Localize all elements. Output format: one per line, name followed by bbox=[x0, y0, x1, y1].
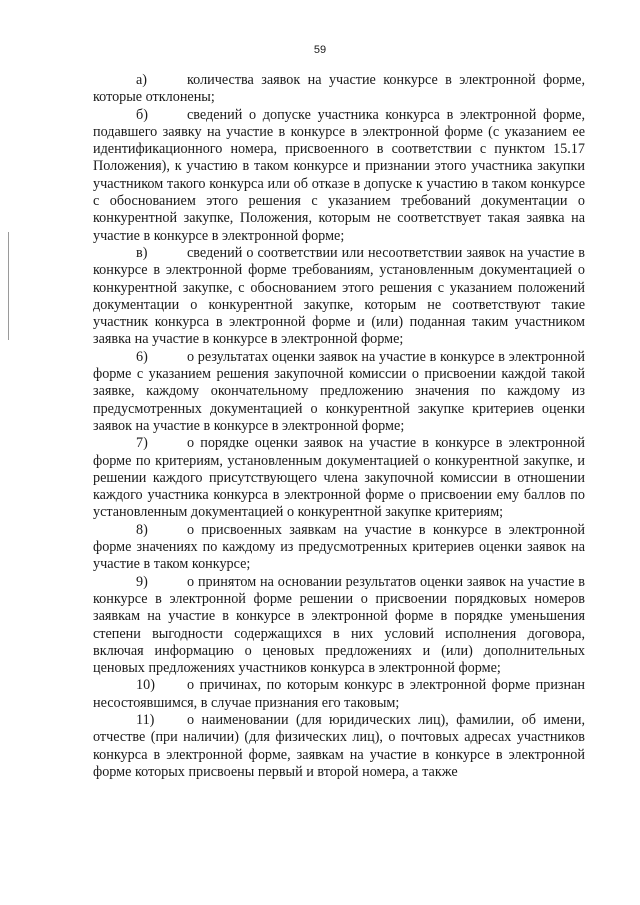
item-marker: 8) bbox=[136, 521, 148, 538]
item-marker: 10) bbox=[136, 677, 155, 694]
item-text: количества заявок на участие конкурсе в электронной форме, которые отклонены; bbox=[93, 72, 585, 106]
list-item-6 bbox=[93, 349, 585, 435]
item-text: о принятом на основании результатов оценки заявок на участие в конкурсе в электронной форме решении о присвоении порядковых номеров заявкам на участие в конкурсе в электронной форме в порядке уменьшения степени выгодности содержащихся в них условий исполнения договора, включая информацию о ценовых предложениях и (или) дополнительных ценовых предложениях участников конкурса в электронной форме; bbox=[93, 573, 585, 677]
item-text: о результатах оценки заявок на участие в конкурсе в электронной форме с указанием решения закупочной комиссии о присвоении каждой такой заявке, каждому окончательному предложению значения по каждому из предусмотренных документацией о конкурентной закупке критериев оценки заявок на участие в конкурсе в электронной форме; bbox=[93, 348, 585, 434]
document-body bbox=[93, 72, 585, 781]
item-marker: 11) bbox=[136, 711, 155, 728]
list-item-7 bbox=[93, 435, 585, 521]
item-marker: 7) bbox=[136, 435, 148, 452]
item-text: сведений о допуске участника конкурса в электронной форме, подавшего заявку на участие в конкурсе в электронной форме (с указанием ее идентификационного номера, присвоенного в соответствии с пунктом 15.17 Положения), к участию в таком конкурсе и признании этого участника закупки участником такого конкурса или об отказе в допуске к участию в таком конкурсе с обоснованием этого решения с указанием требований документации о конкурентной закупке, Положения, которым не соответствует такая заявка на участие в конкурсе в электронной форме; bbox=[93, 106, 585, 244]
item-marker: б) bbox=[136, 106, 148, 123]
list-item-v bbox=[93, 245, 585, 349]
item-marker: а) bbox=[136, 72, 148, 88]
page-number: 59 bbox=[313, 44, 327, 56]
item-text: о порядке оценки заявок на участие в конкурсе в электронной форме по критериям, установленным документацией о конкурентной закупке, и решении каждого присутствующего члена закупочной комиссии в отношении каждого участника конкурса в электронной форме о присвоении ему баллов по установленным документацией о конкурентной закупке критериям; bbox=[93, 435, 585, 521]
list-item-8 bbox=[93, 522, 585, 574]
margin-line bbox=[8, 232, 9, 340]
list-item-a bbox=[93, 72, 585, 107]
list-item-10 bbox=[93, 677, 585, 712]
item-marker: в) bbox=[136, 244, 148, 261]
item-text: о присвоенных заявкам на участие в конкурсе в электронной форме значениях по каждому из предусмотренных критериев оценки заявок на участие в таком конкурсе; bbox=[93, 521, 585, 573]
item-text: сведений о соответствии или несоответствии заявок на участие в конкурсе в электронной форме требованиям, установленным документацией о конкурентной закупке, с обоснованием этого решения с указанием положений документации о конкурентной закупке, которым не соответствуют такие участник конкурса в электронной форме и (или) поданная таким участником заявка на участие в конкурсе в электронной форме; bbox=[93, 244, 585, 348]
list-item-b bbox=[93, 107, 585, 245]
item-marker: 9) bbox=[136, 573, 148, 590]
list-item-9 bbox=[93, 574, 585, 678]
item-text: о наименовании (для юридических лиц), фамилии, об имени, отчестве (при наличии) (для физических лиц), о почтовых адресах участников конкурса в электронной форме, заявкам на участие в конкурсе в электронной форме которых присвоены первый и второй номера, а также bbox=[93, 711, 585, 780]
item-marker: 6) bbox=[136, 348, 148, 365]
list-item-11 bbox=[93, 712, 585, 781]
item-text: о причинах, по которым конкурс в электронной форме признан несостоявшимся, в случае признания его таковым; bbox=[93, 677, 585, 711]
